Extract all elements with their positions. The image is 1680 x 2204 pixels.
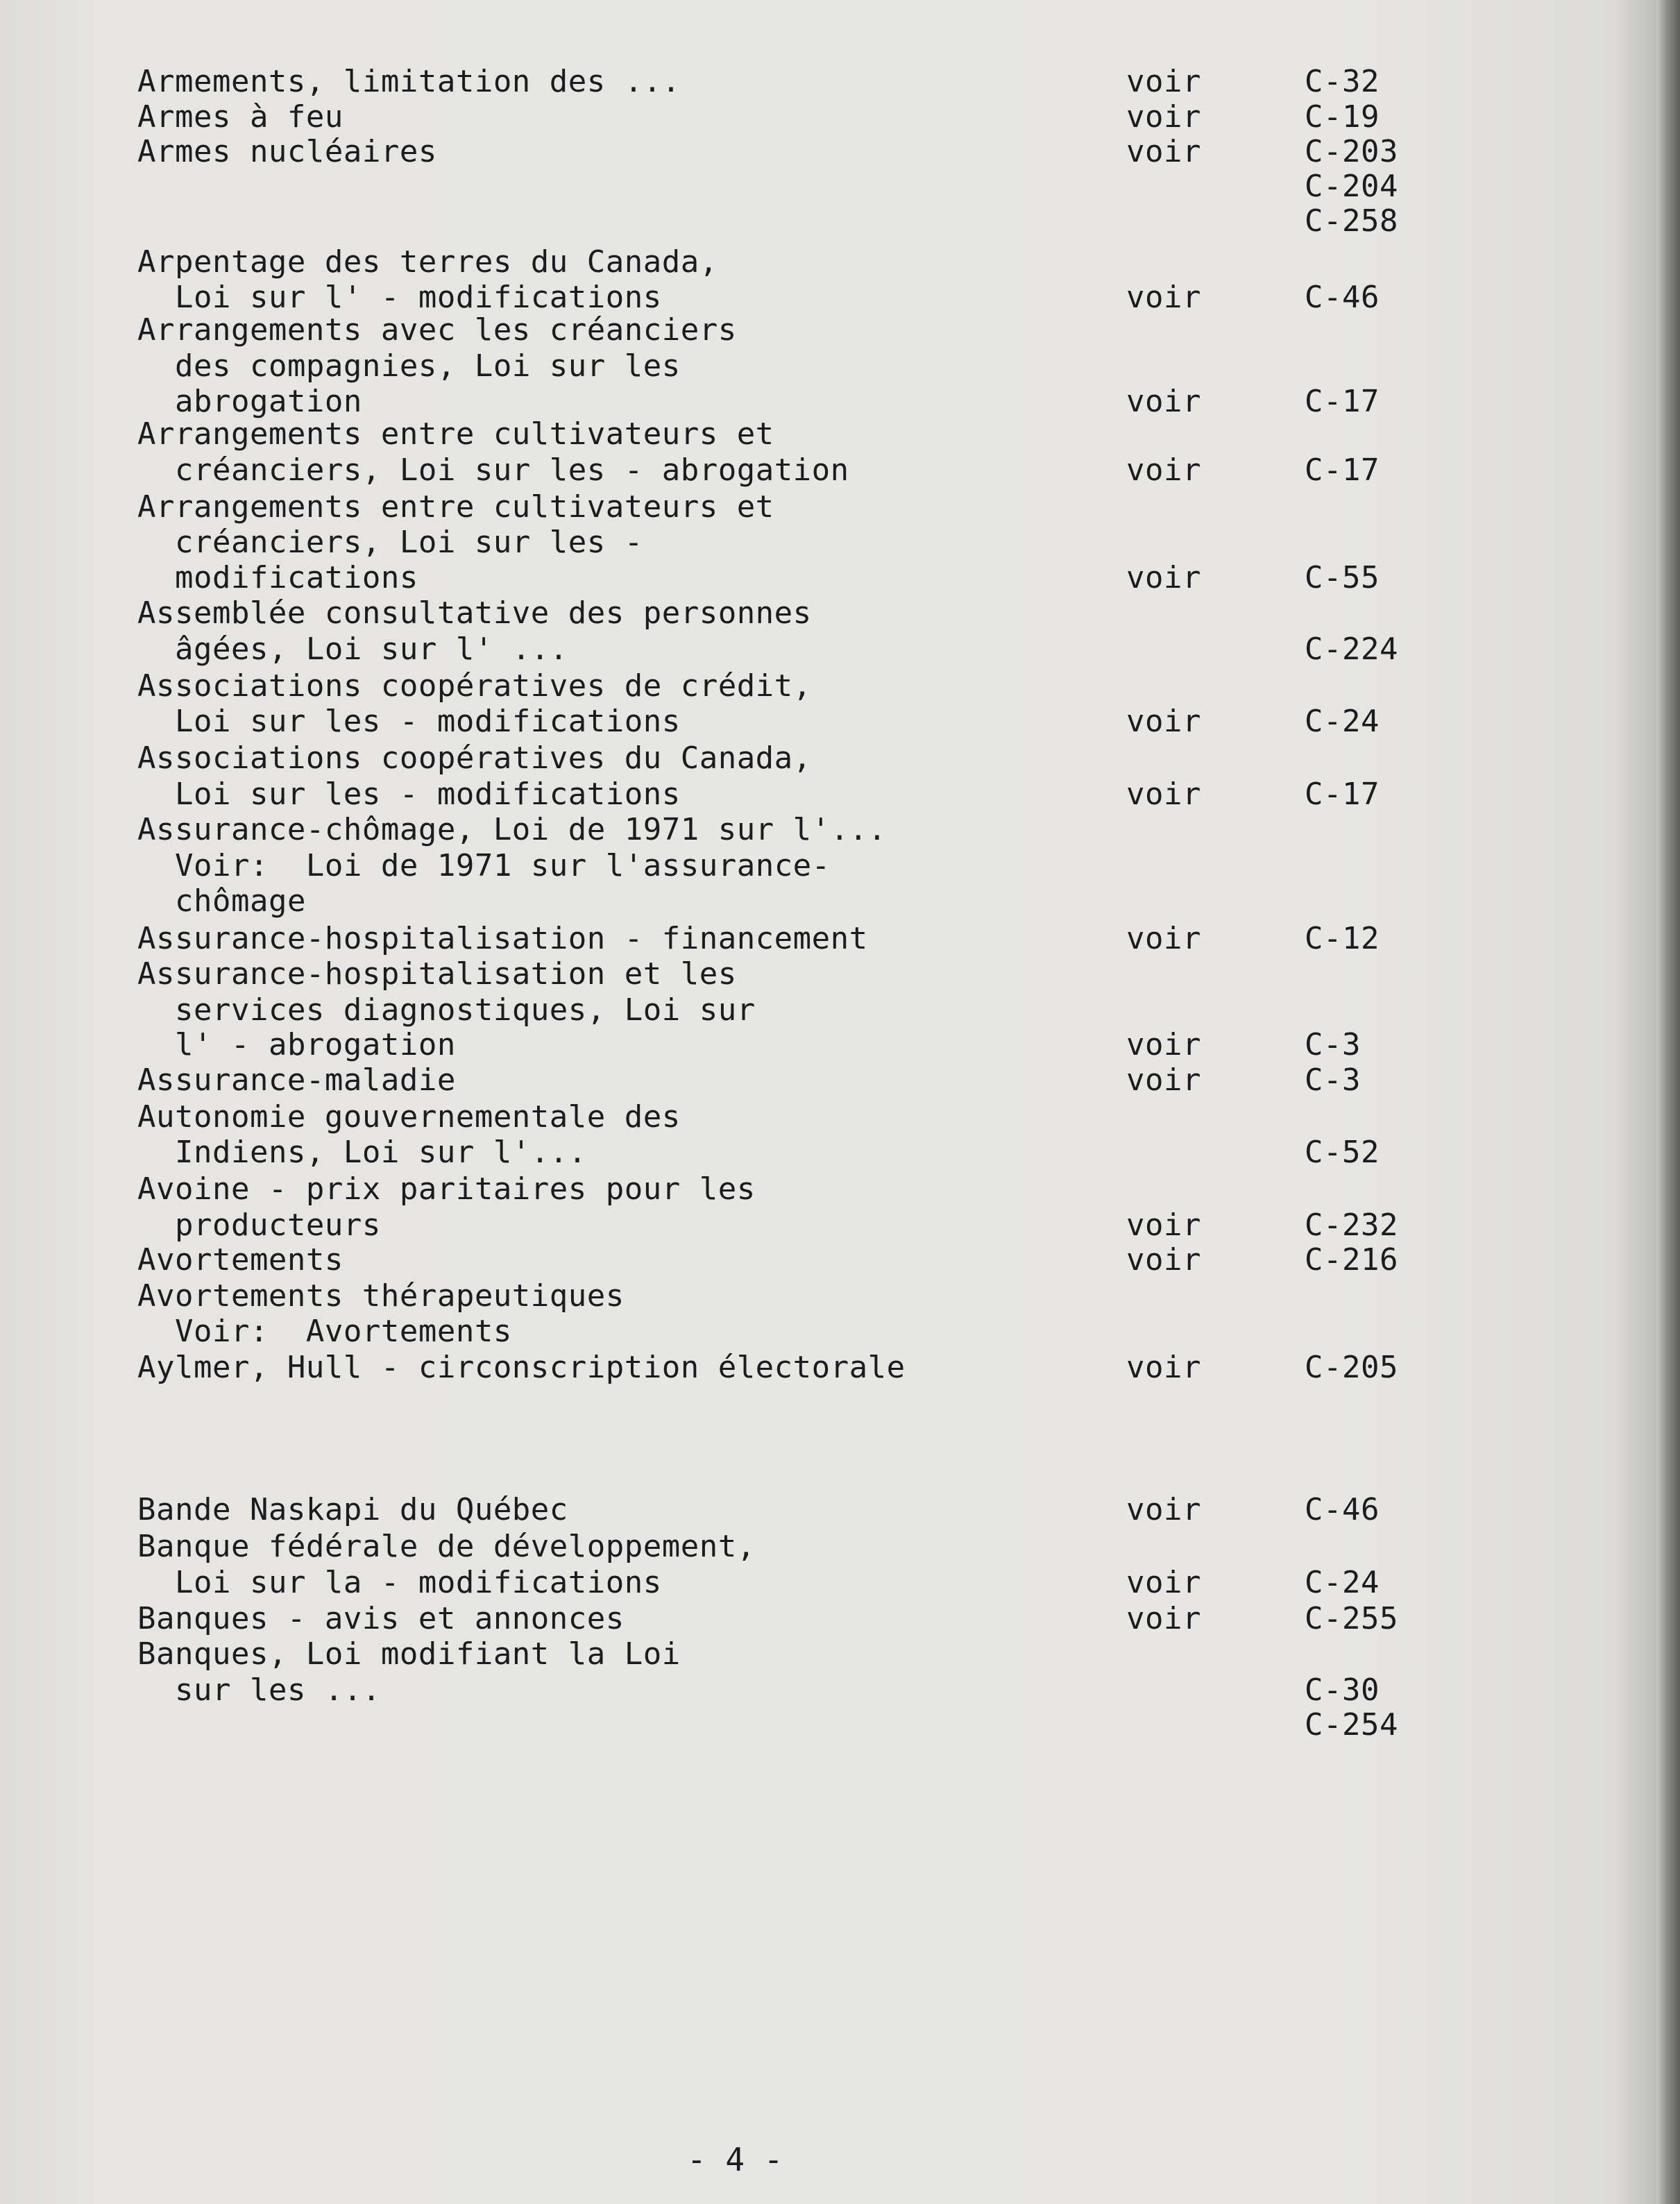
bill-number: C-258 <box>1305 203 1398 239</box>
index-term: Bande Naskapi du Québec <box>137 1492 568 1527</box>
voir-reference: voir <box>1126 280 1201 315</box>
page-number: - 4 - <box>687 2141 783 2178</box>
index-term: Arrangements entre cultivateurs et <box>137 489 774 525</box>
index-term: Associations coopératives de crédit, <box>137 668 812 704</box>
voir-reference: voir <box>1126 1492 1201 1527</box>
voir-reference: voir <box>1126 1350 1201 1385</box>
bill-number: C-30 <box>1305 1672 1380 1708</box>
bill-number: C-17 <box>1305 384 1380 419</box>
index-term: producteurs <box>175 1207 381 1243</box>
bill-number: C-24 <box>1305 704 1380 739</box>
index-term: Assurance-maladie <box>137 1062 456 1098</box>
voir-reference: voir <box>1126 1242 1201 1278</box>
index-term: Autonomie gouvernementale des <box>137 1099 681 1135</box>
voir-reference: voir <box>1126 1062 1201 1098</box>
index-term: Assurance-hospitalisation et les <box>137 956 737 992</box>
index-term: Associations coopératives du Canada, <box>137 740 812 776</box>
bill-number: C-17 <box>1305 777 1380 812</box>
index-term: Arrangements avec les créanciers <box>137 312 737 348</box>
index-term: Loi sur l' - modifications <box>175 280 662 315</box>
index-term: Voir: Avortements <box>175 1314 512 1349</box>
bill-number: C-17 <box>1305 452 1380 488</box>
index-term: Banques, Loi modifiant la Loi <box>137 1636 681 1672</box>
index-term: Assemblée consultative des personnes <box>137 595 812 631</box>
voir-reference: voir <box>1126 452 1201 488</box>
bill-number: C-46 <box>1305 280 1380 315</box>
index-term: Armes nucléaires <box>137 134 437 169</box>
bill-number: C-24 <box>1305 1565 1380 1600</box>
bill-number: C-255 <box>1305 1601 1398 1636</box>
bill-number: C-3 <box>1305 1062 1361 1098</box>
index-term: Assurance-hospitalisation - financement <box>137 921 868 956</box>
voir-reference: voir <box>1126 560 1201 595</box>
index-term: sur les ... <box>175 1672 381 1708</box>
index-term: Armes à feu <box>137 99 343 135</box>
bill-number: C-19 <box>1305 99 1380 135</box>
index-term: Banque fédérale de développement, <box>137 1529 756 1564</box>
index-term: Armements, limitation des ... <box>137 64 681 99</box>
index-term: l' - abrogation <box>175 1027 456 1062</box>
bill-number: C-204 <box>1305 169 1398 204</box>
voir-reference: voir <box>1126 384 1201 419</box>
voir-reference: voir <box>1126 704 1201 739</box>
index-term: abrogation <box>175 384 362 419</box>
index-term: Loi sur les - modifications <box>175 777 681 812</box>
index-term: Aylmer, Hull - circonscription électorale <box>137 1350 906 1385</box>
index-term: Avoine - prix paritaires pour les <box>137 1171 756 1207</box>
bill-number: C-12 <box>1305 921 1380 956</box>
page-edge-shadow <box>1656 0 1680 2204</box>
index-term: services diagnostiques, Loi sur <box>175 992 756 1028</box>
voir-reference: voir <box>1126 1207 1201 1243</box>
bill-number: C-55 <box>1305 560 1380 595</box>
index-term: créanciers, Loi sur les - <box>175 525 643 560</box>
voir-reference: voir <box>1126 64 1201 99</box>
bill-number: C-52 <box>1305 1135 1380 1170</box>
voir-reference: voir <box>1126 134 1201 169</box>
voir-reference: voir <box>1126 1565 1201 1600</box>
bill-number: C-216 <box>1305 1242 1398 1278</box>
index-term: âgées, Loi sur l' ... <box>175 631 568 667</box>
index-term: Assurance-chômage, Loi de 1971 sur l'... <box>137 812 887 847</box>
bill-number: C-232 <box>1305 1207 1398 1243</box>
index-term: chômage <box>175 883 306 919</box>
index-term: Arrangements entre cultivateurs et <box>137 416 774 452</box>
voir-reference: voir <box>1126 99 1201 135</box>
bill-number: C-46 <box>1305 1492 1380 1527</box>
index-term: Avortements thérapeutiques <box>137 1278 625 1314</box>
voir-reference: voir <box>1126 1601 1201 1636</box>
index-term: Loi sur les - modifications <box>175 704 681 739</box>
index-term: Voir: Loi de 1971 sur l'assurance- <box>175 848 831 883</box>
index-term: Loi sur la - modifications <box>175 1565 662 1600</box>
bill-number: C-3 <box>1305 1027 1361 1062</box>
index-term: Arpentage des terres du Canada, <box>137 244 718 280</box>
index-term: Avortements <box>137 1242 343 1278</box>
bill-number: C-32 <box>1305 64 1380 99</box>
index-term: des compagnies, Loi sur les <box>175 348 681 384</box>
bill-number: C-254 <box>1305 1707 1398 1743</box>
index-term: Banques - avis et annonces <box>137 1601 625 1636</box>
voir-reference: voir <box>1126 921 1201 956</box>
index-term: modifications <box>175 560 418 595</box>
bill-number: C-203 <box>1305 134 1398 169</box>
index-term: Indiens, Loi sur l'... <box>175 1135 587 1170</box>
voir-reference: voir <box>1126 1027 1201 1062</box>
voir-reference: voir <box>1126 777 1201 812</box>
index-term: créanciers, Loi sur les - abrogation <box>175 452 849 488</box>
bill-number: C-224 <box>1305 631 1398 667</box>
bill-number: C-205 <box>1305 1350 1398 1385</box>
